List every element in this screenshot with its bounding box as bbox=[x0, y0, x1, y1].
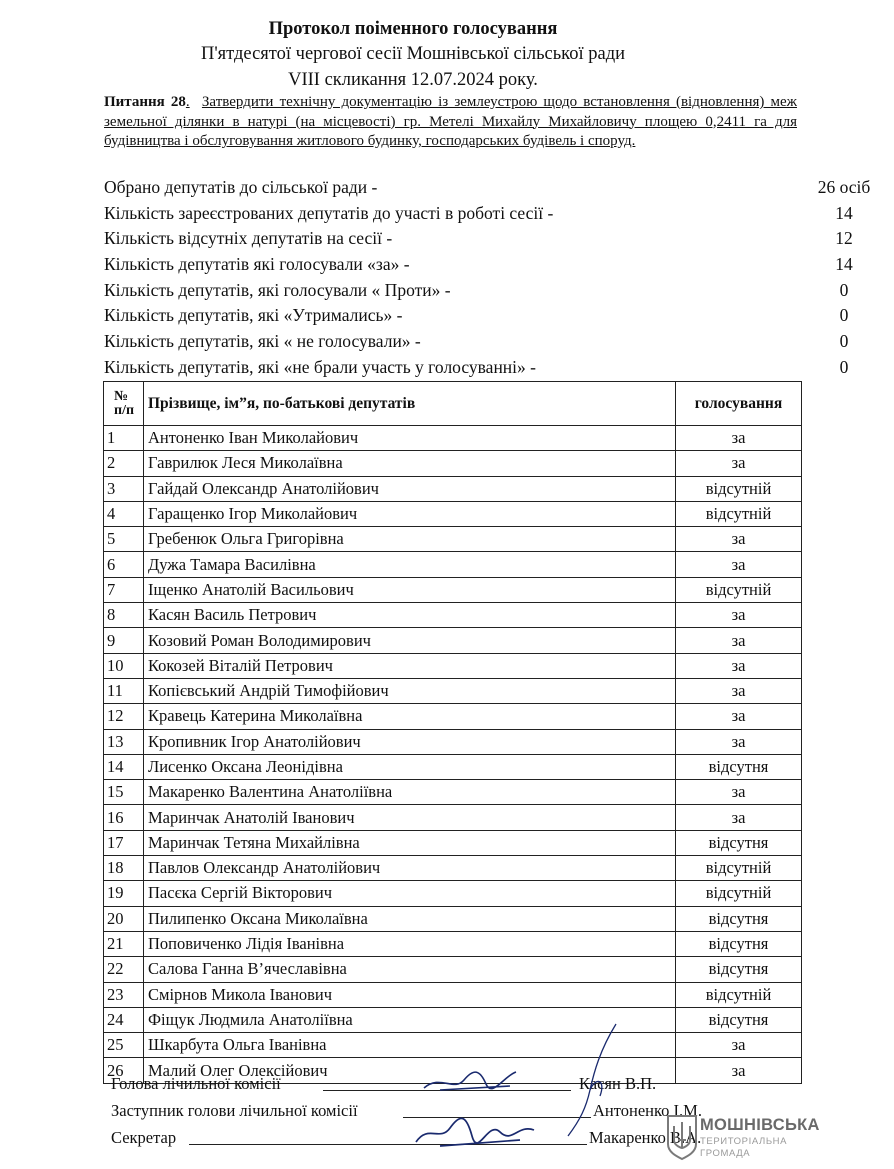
stat-label: Кількість депутатів, які « не голосували» - bbox=[104, 331, 421, 352]
document-title: Протокол поіменного голосування bbox=[268, 19, 558, 39]
stat-row bbox=[104, 356, 849, 383]
row-number: 3 bbox=[104, 476, 144, 501]
row-number: 19 bbox=[104, 881, 144, 906]
session-subtitle: П'ятдесятої чергової сесії Мошнівської сільської ради bbox=[200, 44, 626, 64]
table-row bbox=[104, 628, 802, 653]
table-row bbox=[104, 1007, 802, 1032]
vote-result: за bbox=[676, 451, 802, 476]
row-number: 6 bbox=[104, 552, 144, 577]
table-row bbox=[104, 527, 802, 552]
table-row bbox=[104, 780, 802, 805]
row-number: 4 bbox=[104, 501, 144, 526]
header-vote: голосування bbox=[676, 382, 802, 426]
signature-name: Касян В.П. bbox=[579, 1074, 657, 1093]
signature-role: Заступник голови лічильної комісії bbox=[111, 1101, 358, 1120]
stat-row bbox=[104, 228, 853, 254]
deputy-name: Павлов Олександр Анатолійович bbox=[144, 856, 676, 881]
table-header-row bbox=[104, 382, 802, 426]
deputy-name: Маринчак Тетяна Михайлівна bbox=[144, 830, 676, 855]
table-row bbox=[104, 830, 802, 855]
stat-label: Кількість відсутніх депутатів на сесії - bbox=[104, 228, 393, 249]
deputy-name: Пасєка Сергій Вікторович bbox=[144, 881, 676, 906]
row-number: 26 bbox=[104, 1058, 144, 1083]
stat-label: Кількість депутатів, які «не брали участь у голосуванні» - bbox=[104, 356, 536, 377]
stat-row bbox=[104, 305, 849, 331]
deputy-name: Шкарбута Ольга Іванівна bbox=[144, 1033, 676, 1058]
stat-value: 12 bbox=[835, 228, 853, 249]
row-number: 5 bbox=[104, 527, 144, 552]
deputy-name: Гайдай Олександр Анатолійович bbox=[144, 476, 676, 501]
row-number: 16 bbox=[104, 805, 144, 830]
deputy-name: Кравець Катерина Миколаївна bbox=[144, 704, 676, 729]
vote-result: відсутній bbox=[676, 881, 802, 906]
deputy-name: Малий Олег Олексійович bbox=[144, 1058, 676, 1083]
signature-name: Макаренко В.А. bbox=[589, 1128, 702, 1147]
row-number: 2 bbox=[104, 451, 144, 476]
stat-row bbox=[104, 279, 849, 306]
stat-row bbox=[104, 331, 849, 357]
table-row bbox=[104, 603, 802, 628]
vote-result: за bbox=[676, 729, 802, 754]
stat-label: Кількість зареєстрованих депутатів до участі в роботі сесії - bbox=[104, 202, 554, 223]
header-deputy-name: Прізвище, ім”я, по-батькові депутатів bbox=[144, 382, 676, 426]
signature-role: Голова лічильної комісії bbox=[111, 1074, 281, 1093]
row-number: 20 bbox=[104, 906, 144, 931]
deputy-name: Копієвський Андрій Тимофійович bbox=[144, 678, 676, 703]
deputy-name: Пилипенко Оксана Миколаївна bbox=[144, 906, 676, 931]
table-row bbox=[104, 426, 802, 451]
stat-label: Кількість депутатів які голосували «за» - bbox=[104, 254, 410, 275]
row-number: 23 bbox=[104, 982, 144, 1007]
table-row bbox=[104, 1033, 802, 1058]
row-number: 10 bbox=[104, 653, 144, 678]
table-row bbox=[104, 982, 802, 1007]
deputy-name: Маринчак Анатолій Іванович bbox=[144, 805, 676, 830]
vote-result: за bbox=[676, 527, 802, 552]
deputy-name: Антоненко Іван Миколайович bbox=[144, 426, 676, 451]
stat-value: 0 bbox=[839, 331, 849, 352]
vote-result: відсутній bbox=[676, 577, 802, 602]
deputy-name: Дужа Тамара Василівна bbox=[144, 552, 676, 577]
vote-result: за bbox=[676, 678, 802, 703]
stat-value: 14 bbox=[835, 202, 853, 223]
row-number: 1 bbox=[104, 426, 144, 451]
stat-row bbox=[104, 177, 871, 203]
deputy-signature-scribble bbox=[560, 1020, 620, 1140]
deputy-name: Гаврилюк Леся Миколаївна bbox=[144, 451, 676, 476]
stat-label: Кількість депутатів, які голосували « Проти» - bbox=[104, 279, 451, 300]
vote-statistics bbox=[104, 177, 871, 383]
row-number: 12 bbox=[104, 704, 144, 729]
vote-result: відсутня bbox=[676, 830, 802, 855]
table-row bbox=[104, 577, 802, 602]
table-row bbox=[104, 754, 802, 779]
deputy-name: Смірнов Микола Іванович bbox=[144, 982, 676, 1007]
deputy-name: Лисенко Оксана Леонідівна bbox=[144, 754, 676, 779]
deputy-name: Кропивник Ігор Анатолійович bbox=[144, 729, 676, 754]
table-row bbox=[104, 957, 802, 982]
deputy-name: Гребенюк Ольга Григорівна bbox=[144, 527, 676, 552]
deputy-name: Фіщук Людмила Анатоліївна bbox=[144, 1007, 676, 1032]
row-number: 24 bbox=[104, 1007, 144, 1032]
table-row bbox=[104, 501, 802, 526]
stat-value: 0 bbox=[839, 356, 849, 377]
question-number: Питання 28 bbox=[104, 94, 186, 110]
signature-role: Секретар bbox=[111, 1128, 177, 1147]
signature-name: Антоненко І.М. bbox=[593, 1101, 702, 1120]
logo-subtitle-2: ГРОМАДА bbox=[700, 1148, 751, 1159]
stat-value: 26 осіб bbox=[817, 177, 871, 197]
table-row bbox=[104, 653, 802, 678]
row-number: 7 bbox=[104, 577, 144, 602]
row-number: 17 bbox=[104, 830, 144, 855]
table-row bbox=[104, 856, 802, 881]
stat-value: 0 bbox=[839, 279, 849, 300]
table-row bbox=[104, 931, 802, 956]
community-logo bbox=[666, 1114, 820, 1164]
vote-result: відсутній bbox=[676, 982, 802, 1007]
row-number: 13 bbox=[104, 729, 144, 754]
vote-result: відсутній bbox=[676, 476, 802, 501]
row-number: 21 bbox=[104, 931, 144, 956]
vote-result: відсутній bbox=[676, 856, 802, 881]
table-row bbox=[104, 704, 802, 729]
stat-value: 0 bbox=[839, 305, 849, 326]
table-row bbox=[104, 805, 802, 830]
stat-row bbox=[104, 202, 853, 229]
vote-result: за bbox=[676, 426, 802, 451]
table-row bbox=[104, 552, 802, 577]
row-number: 8 bbox=[104, 603, 144, 628]
question-paragraph: Питання 28. Затвердити технічну документацію із землеустрою щодо встановлення (відновлення) меж земельної ділянки в натурі (на місцевості) гр. Метелі Михайлу Михайловичу площею 0,2411 га для будівництва і обслуговування житлового будинку, господарських будівель і споруд. bbox=[104, 94, 798, 149]
chair-signature-scribble bbox=[420, 1066, 520, 1096]
vote-result: відсутня bbox=[676, 957, 802, 982]
vote-result: за bbox=[676, 780, 802, 805]
secretary-signature-scribble bbox=[410, 1112, 540, 1152]
stat-label: Обрано депутатів до сільської ради - bbox=[104, 177, 378, 197]
stat-value: 14 bbox=[835, 254, 853, 275]
row-number: 9 bbox=[104, 628, 144, 653]
row-number: 25 bbox=[104, 1033, 144, 1058]
vote-result: відсутня bbox=[676, 931, 802, 956]
table-row bbox=[104, 881, 802, 906]
vote-result: відсутній bbox=[676, 501, 802, 526]
logo-title: МОШНІВСЬКА bbox=[700, 1116, 820, 1134]
vote-result: за bbox=[676, 1058, 802, 1083]
table-body bbox=[104, 426, 802, 1084]
row-number: 22 bbox=[104, 957, 144, 982]
table-row bbox=[104, 906, 802, 931]
header-number: № п/п bbox=[104, 382, 144, 426]
deputy-name: Кокозей Віталій Петрович bbox=[144, 653, 676, 678]
table-row bbox=[104, 729, 802, 754]
vote-result: відсутня bbox=[676, 1007, 802, 1032]
deputy-name: Гаращенко Ігор Миколайович bbox=[144, 501, 676, 526]
row-number: 15 bbox=[104, 780, 144, 805]
row-number: 14 bbox=[104, 754, 144, 779]
row-number: 11 bbox=[104, 678, 144, 703]
row-number: 18 bbox=[104, 856, 144, 881]
vote-result: за bbox=[676, 603, 802, 628]
deputy-name: Касян Василь Петрович bbox=[144, 603, 676, 628]
table-row bbox=[104, 451, 802, 476]
deputy-name: Макаренко Валентина Анатоліївна bbox=[144, 780, 676, 805]
roll-call-table bbox=[103, 381, 802, 1084]
question-text: Затвердити технічну документацію із землеустрою щодо встановлення (відновлення) меж земельної ділянки в натурі (на місцевості) гр. Метелі Михайлу Михайловичу площею 0,2411 га для будівництва і обслуговування житлового будинку, господарських будівель і споруд. bbox=[104, 94, 798, 149]
table-row bbox=[104, 476, 802, 501]
deputy-name: Салова Ганна В’ячеславівна bbox=[144, 957, 676, 982]
vote-result: за bbox=[676, 628, 802, 653]
convocation-date: VIII скликання 12.07.2024 року. bbox=[288, 70, 538, 90]
stat-row bbox=[104, 254, 853, 280]
vote-result: за bbox=[676, 653, 802, 678]
vote-result: за bbox=[676, 552, 802, 577]
vote-result: відсутня bbox=[676, 906, 802, 931]
deputy-name: Поповиченко Лідія Іванівна bbox=[144, 931, 676, 956]
vote-result: за bbox=[676, 805, 802, 830]
deputy-name: Іщенко Анатолій Васильович bbox=[144, 577, 676, 602]
vote-result: відсутня bbox=[676, 754, 802, 779]
deputy-name: Козовий Роман Володимирович bbox=[144, 628, 676, 653]
stat-label: Кількість депутатів, які «Утримались» - bbox=[104, 305, 403, 326]
vote-result: за bbox=[676, 1033, 802, 1058]
vote-result: за bbox=[676, 704, 802, 729]
trident-icon bbox=[666, 1114, 698, 1160]
logo-subtitle: ТЕРИТОРІАЛЬНА bbox=[700, 1136, 788, 1147]
table-row bbox=[104, 678, 802, 703]
